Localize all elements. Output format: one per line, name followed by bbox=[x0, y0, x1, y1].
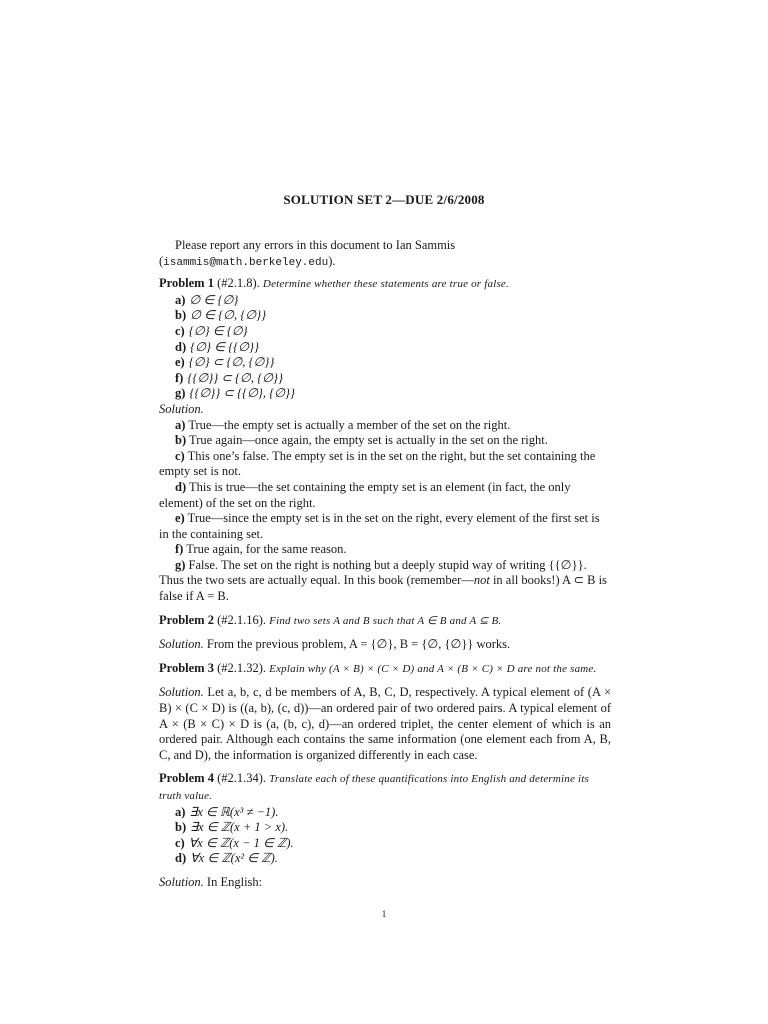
list-item: a) ∃x ∈ ℝ(x³ ≠ −1). bbox=[175, 804, 279, 819]
problem-1-heading bbox=[159, 276, 611, 293]
problem-3-heading bbox=[159, 661, 611, 678]
problem-4-items bbox=[159, 805, 611, 867]
problem-1-items bbox=[159, 293, 611, 402]
problem-1-answers bbox=[159, 418, 611, 605]
problem-label: Problem 3 bbox=[159, 660, 214, 675]
list-item: a) ∅ ∈ {∅} bbox=[175, 292, 239, 307]
problem-4-solution: Solution. In English: bbox=[159, 874, 263, 889]
answer-item: f) True again, for the same reason. bbox=[175, 542, 347, 557]
solution-label: Solution. bbox=[159, 401, 204, 416]
list-item: f) {{∅}} ⊂ {∅, {∅}} bbox=[175, 370, 283, 385]
answer-item: c) This one’s false. The empty set is in the set on the right, but the set containing the empty set is not. bbox=[159, 448, 596, 479]
list-item: g) {{∅}} ⊂ {{∅}, {∅}} bbox=[175, 386, 296, 401]
list-item: d) {∅} ∈ {{∅}} bbox=[175, 339, 260, 354]
list-item: c) ∀x ∈ ℤ(x − 1 ∈ ℤ). bbox=[175, 835, 294, 850]
problem-prompt: Translate each of these quantifications into English and determine its truth value. bbox=[159, 773, 590, 802]
document-title: SOLUTION SET 2—DUE 2/6/2008 bbox=[283, 192, 485, 207]
list-item: e) {∅} ⊂ {∅, {∅}} bbox=[175, 355, 275, 370]
problem-ref: (#2.1.32). bbox=[213, 660, 267, 675]
list-item: d) ∀x ∈ ℤ(x² ∈ ℤ). bbox=[175, 851, 278, 866]
answer-item: e) True—since the empty set is in the set on the right, every element of the first set is in the containing set. bbox=[159, 511, 600, 541]
problem-2-solution: Solution. From the previous problem, A = {∅}, B = {∅, {∅}} works. bbox=[159, 637, 511, 652]
problem-ref: (#2.1.8). bbox=[213, 276, 260, 291]
list-item: b) ∅ ∈ {∅, {∅}} bbox=[175, 308, 267, 323]
list-item: c) {∅} ∈ {∅} bbox=[175, 323, 248, 338]
problem-2-heading bbox=[159, 613, 611, 630]
list-item: b) ∃x ∈ ℤ(x + 1 > x). bbox=[175, 820, 289, 835]
page-number: 1 bbox=[381, 909, 387, 919]
answer-item: b) True again—once again, the empty set is actually in the set on the right. bbox=[175, 433, 548, 448]
answer-item: d) This is true—the set containing the empty set is an element (in fact, the only element) of the set on the right. bbox=[159, 479, 571, 510]
problem-label: Problem 2 bbox=[159, 612, 214, 627]
problem-4-heading bbox=[159, 771, 611, 804]
problem-prompt: Determine whether these statements are true or false. bbox=[262, 278, 509, 291]
problem-label: Problem 1 bbox=[159, 276, 214, 291]
problem-3-solution: Solution. Let a, b, c, d be members of A, B, C, D, respectively. A typical element of (A × B) × (C × D) is ((a, b), (c, d))—an ordered pair of two ordered pairs. A typical element of A × (B × C) × D is (a, (b, c), d)—an ordered triplet, the center element of which is an ordered pair. Although each contains the same information (one element each from A, B, C, and D), the information is organized differently in each case. bbox=[159, 685, 611, 762]
problem-prompt: Explain why (A × B) × (C × D) and A × (B × C) × D are not the same. bbox=[269, 662, 597, 675]
problem-prompt: Find two sets A and B such that A ∈ B and A ⊆ B. bbox=[269, 614, 502, 627]
intro-paragraph bbox=[159, 238, 611, 271]
intro-text: Please report any errors in this document to Ian Sammis ( bbox=[159, 238, 456, 268]
email-address: isammis@math.berkeley.edu bbox=[163, 256, 329, 269]
answer-item: g) False. The set on the right is nothing but a deeply stupid way of writing {{∅}}. Thus the two sets are actually equal. In this book (remember—not in all books!) A ⊂ B is false if A = B. bbox=[159, 557, 607, 604]
answer-item: a) True—the empty set is actually a member of the set on the right. bbox=[175, 417, 511, 432]
document-body bbox=[159, 238, 611, 891]
intro-text-end: ). bbox=[328, 253, 336, 268]
problem-ref: (#2.1.16). bbox=[213, 612, 267, 627]
problem-label: Problem 4 bbox=[159, 771, 214, 786]
problem-ref: (#2.1.34). bbox=[213, 771, 267, 786]
